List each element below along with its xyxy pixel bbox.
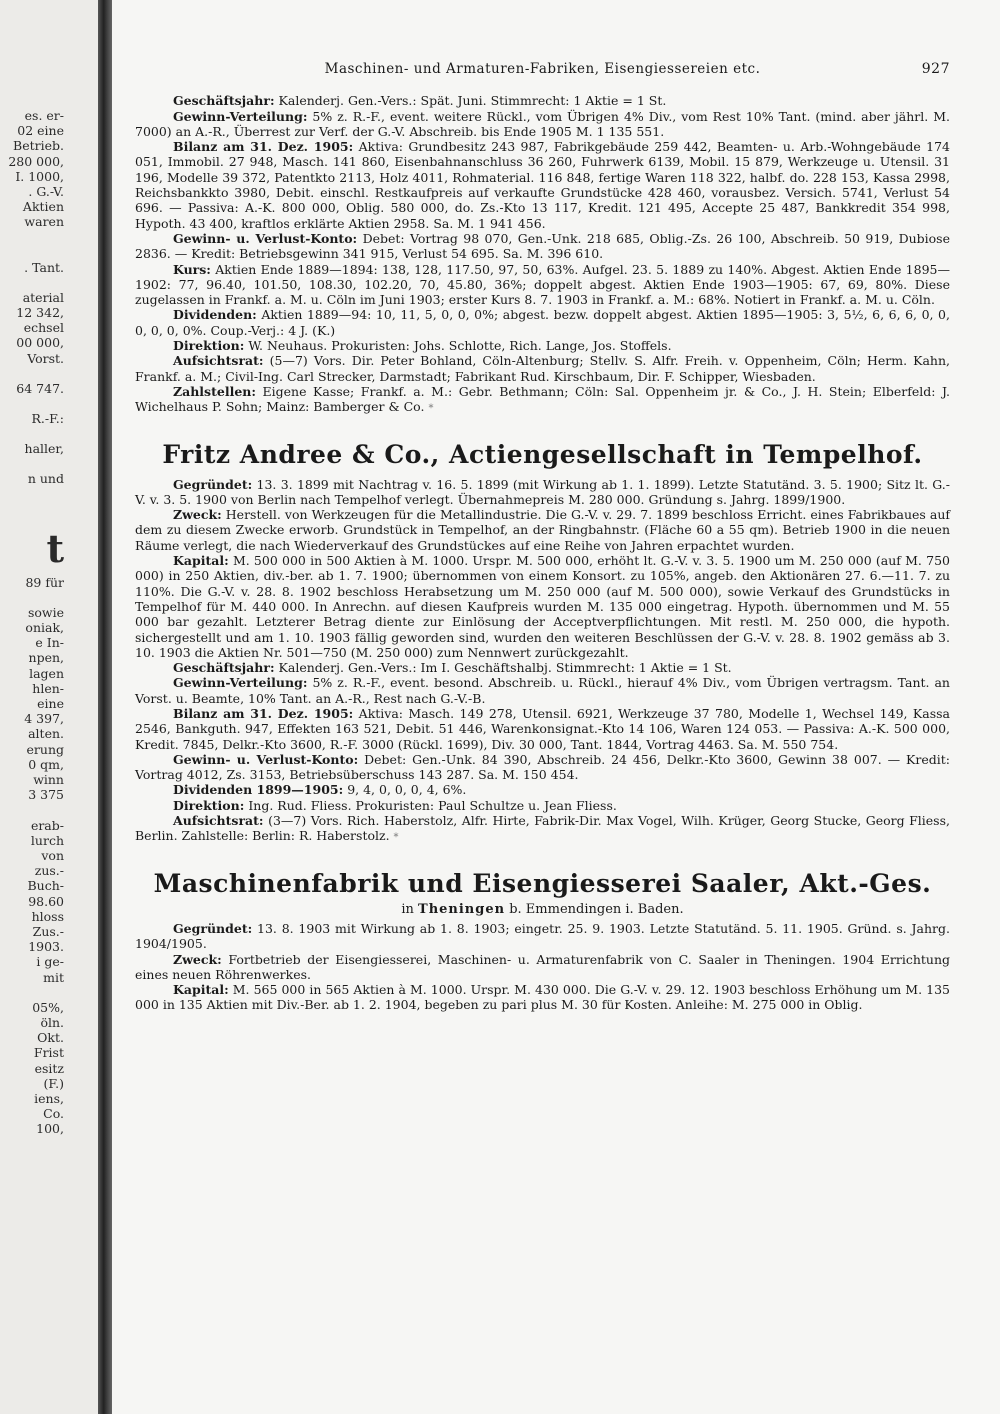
left-page-line: öln. bbox=[40, 1014, 64, 1030]
left-page-line: . G.-V. bbox=[28, 184, 64, 200]
company-title: Fritz Andree & Co., Actiengesellschaft in Tempelhof. bbox=[162, 439, 923, 469]
paragraph: Aufsichtsrat: (3—7) Vors. Rich. Haberstolz, Alfr. Hirte, Fabrik-Dir. Max Vogel, Wilh. Krüger, Georg Stucke, Georg Fliess, Berlin. Zahlstelle: Berlin: R. Haberstolz. * bbox=[135, 813, 950, 844]
left-page-line: n und bbox=[27, 471, 64, 487]
left-page-line: lurch bbox=[30, 832, 64, 848]
left-page-line: oniak, bbox=[25, 620, 64, 636]
left-page-line bbox=[0, 230, 64, 245]
paragraph: Gewinn- u. Verlust-Konto: Debet: Gen.-Unk. 84 390, Abschreib. 24 456, Delkr.-Kto 3600, Gewinn 38 007. — Kredit: Vortrag 4012, Zs. 3153, Betriebsüberschuss 143 287. Sa. M. 150 454. bbox=[135, 751, 950, 783]
left-page-line: echsel bbox=[23, 320, 64, 336]
paragraph: Gewinn-Verteilung: 5% z. R.-F., event. weitere Rückl., vom Übrigen 4% Div., vom Rest 10% Tant. (mind. aber jährl. M. 7000) an A.-R., Überrest zur Verf. der G.-V. Abschreib. bis Ende 1905 M. 1 135 551. bbox=[135, 108, 950, 139]
paragraph: Kurs: Aktien Ende 1889—1894: 138, 128, 117.50, 97, 50, 63%. Aufgel. 23. 5. 1889 zu 140%. Abgest. Aktien Ende 1895—1902: 77, 96.40, 101.50, 108.30, 102.20, 70, 45.80, 36%; doppelt abgest. Aktien Ende 1903—1905: 67, 69, 80%. Diese zugelassen in Frankf. a. M. u. Cöln im Juni 1903; erster Kurs 8. 7. 1903 in Frankf. a. M.: 68%. Notiert in Frankf. a. M. u. Cöln. bbox=[135, 261, 950, 308]
left-page-line: i ge- bbox=[36, 954, 64, 970]
page-number: 927 bbox=[921, 61, 950, 77]
left-page-fragment bbox=[0, 0, 104, 1414]
paragraph: Direktion: Ing. Rud. Fliess. Prokuristen: Paul Schultze u. Jean Fliess. bbox=[173, 797, 617, 813]
left-page-line: R.-F.: bbox=[31, 411, 64, 427]
left-page-line: 98.60 bbox=[28, 893, 64, 909]
left-page-line: alten. bbox=[28, 726, 64, 742]
left-page-line: 05%, bbox=[32, 999, 64, 1015]
left-page-line: Buch- bbox=[27, 878, 64, 894]
left-page-line bbox=[0, 245, 64, 260]
paragraph: Kapital: M. 500 000 in 500 Aktien à M. 1000. Urspr. M. 500 000, erhöht lt. G.-V. v. 3. 5. 1900 um M. 250 000 (auf M. 750 000) in 250 Aktien, div.-ber. ab 1. 7. 1900; übernommen von einem Konsort. zu 105%, angeb. den Aktionären 27. 6.—11. 7. zu 110%. Die G.-V. v. 28. 8. 1902 beschloss Herabsetzung um M. 250 000 (auf M. 500 000), sowie Verkauf des Grundstücks in Tempelhof für M. 440 000. In Anrechn. auf diesen Kaufpreis wurden M. 135 000 eingetrag. Hypoth. übernommen und M. 55 000 bar gezahlt. Letzterer Betrag diente zur Einlösung der Acceptverpflichtungen. Mit restl. M. 250 000, die hypoth. sichergestellt und am 1. 10. 1903 fällig geworden sind, wurden den weiteren Beschlüssen der G.-V. v. 28. 8. 1902 gemäss ab 3. 10. 1903 die Aktien Nr. 501—750 (M. 250 000) zum Nennwert zurückgezahlt. bbox=[135, 553, 950, 660]
paragraph: Gewinn- u. Verlust-Konto: Debet: Vortrag 98 070, Gen.-Unk. 218 685, Oblig.-Zs. 26 100, Abschreib. 50 919, Dubiose 2836. — Kredit: Betriebsgewinn 341 915, Verlust 54 695. Sa. M. 396 610. bbox=[135, 230, 950, 262]
paragraph: Gegründet: 13. 8. 1903 mit Wirkung ab 1. 8. 1903; eingetr. 25. 9. 1903. Letzte Statutänd. 5. 11. 1905. Gründ. s. Jahrg. 1904/1905. bbox=[135, 920, 950, 952]
left-page-line: erung bbox=[26, 741, 64, 757]
left-page-line bbox=[0, 396, 64, 411]
paragraph: Dividenden: Aktien 1889—94: 10, 11, 5, 0, 0, 0%; abgest. bezw. doppelt abgest. Aktien 1895—1905: 3, 5½, 6, 6, 6, 0, 0, 0, 0, 0, 0%. Coup.-Verj.: 4 J. (K.) bbox=[135, 307, 950, 338]
paragraph: Bilanz am 31. Dez. 1905: Aktiva: Masch. 149 278, Utensil. 6921, Werkzeuge 37 780, Modelle 1, Wechsel 149, Kassa 2546, Bankguth. 947, Effekten 163 521, Debit. 51 446, Warenkonsignat.-Kto 14 106, Waren 124 053. — Passiva: A.-K. 500 000, Kredit. 7845, Delkr.-Kto 3600, R.-F. 3000 (Rückl. 1699), Div. 30 000, Tant. 1844, Vortrag 4463. Sa. M. 550 754. bbox=[135, 705, 950, 752]
left-page-line bbox=[0, 590, 64, 605]
left-page-line: . Tant. bbox=[24, 259, 64, 275]
left-page-line: sowie bbox=[27, 604, 64, 620]
left-page-line: hlen- bbox=[32, 680, 64, 696]
paragraph: Zweck: Fortbetrieb der Eisengiesserei, Maschinen- u. Armaturenfabrik von C. Saaler in Theningen. 1904 Errichtung eines neuen Röhrenwerkes. bbox=[135, 951, 950, 982]
left-page-line: Co. bbox=[43, 1106, 64, 1122]
running-title: Maschinen- und Armaturen-Fabriken, Eisengiessereien etc. bbox=[324, 61, 761, 77]
paragraph: Bilanz am 31. Dez. 1905: Aktiva: Grundbesitz 243 987, Fabrikgebäude 259 442, Beamten- u. Arb.-Wohngebäude 174 051, Immobil. 27 948, Masch. 141 860, Eisenbahnanschluss 36 260, Fuhrwerk 6139, Mobil. 15 879, Werkzeuge u. Utensil. 31 196, Modelle 39 372, Patentkto 2113, Holz 4011, Rohmaterial. 116 848, fertige Waren 118 322, halbf. do. 228 153, Kassa 2998, Reichsbankkto 3980, Debit. einschl. Restkaufpreis auf verkaufte Grundstücke 428 460, vorausbez. Versich. 5741, Verlust 54 696. — Passiva: A.-K. 800 000, Oblig. 580 000, do. Zs.-Kto 13 117, Kredit. 121 495, Accepte 25 487, Bankkredit 354 998, Hypoth. 43 400, kraftlos erklärte Aktien 2958. Sa. M. 1 941 456. bbox=[135, 139, 950, 231]
left-page-line: 0 qm, bbox=[28, 756, 64, 772]
left-page-line: es. er- bbox=[24, 108, 64, 123]
left-page-line: 280 000, bbox=[8, 153, 64, 169]
left-page-line bbox=[0, 985, 64, 1000]
paragraph: Geschäftsjahr: Kalenderj. Gen.-Vers.: Im I. Geschäftshalbj. Stimmrecht: 1 Aktie = 1 St. bbox=[173, 660, 732, 676]
left-page-line bbox=[0, 366, 64, 381]
left-page-line: Frist bbox=[33, 1045, 64, 1061]
company-subtitle: in Theningen b. Emmendingen i. Baden. bbox=[401, 901, 684, 917]
left-page-line: I. 1000, bbox=[15, 168, 64, 184]
paragraph: Aufsichtsrat: (5—7) Vors. Dir. Peter Bohland, Cöln-Altenburg; Stellv. S. Alfr. Freih. v. Oppenheim, Cöln; Herm. Kahn, Frankf. a. M.; Civil-Ing. Carl Strecker, Darmstadt; Fabrikant Rud. Kirschbaum, Dir. F. Schipper, Wiesbaden. bbox=[135, 353, 950, 384]
company-title: Maschinenfabrik und Eisengiesserei Saaler, Akt.-Ges. bbox=[153, 868, 932, 898]
left-page-line: 00 000, bbox=[16, 335, 64, 351]
left-page-line: iens, bbox=[34, 1090, 64, 1106]
left-page-line bbox=[0, 456, 64, 471]
left-page-line: 02 eine bbox=[17, 123, 64, 139]
left-page-text bbox=[0, 108, 64, 1137]
left-page-line: von bbox=[41, 847, 64, 863]
left-page-line: Okt. bbox=[37, 1030, 64, 1046]
left-page-line: 64 747. bbox=[16, 380, 64, 396]
paragraph: Geschäftsjahr: Kalenderj. Gen.-Vers.: Spät. Juni. Stimmrecht: 1 Aktie = 1 St. bbox=[173, 93, 667, 109]
paragraph: Direktion: W. Neuhaus. Prokuristen: Johs. Schlotte, Rich. Lange, Jos. Stoffels. bbox=[173, 338, 672, 354]
left-page-line: Zus.- bbox=[32, 923, 64, 939]
running-header bbox=[135, 62, 950, 77]
section-continuation bbox=[135, 93, 950, 416]
right-page bbox=[112, 0, 1000, 1414]
left-page-line: 12 342, bbox=[16, 305, 64, 321]
left-page-line: aterial bbox=[22, 289, 64, 305]
paragraph: Gegründet: 13. 3. 1899 mit Nachtrag v. 16. 5. 1899 (mit Wirkung ab 1. 1. 1899). Letzte Statutänd. 3. 5. 1900; Sitz lt. G.-V. v. 3. 5. 1900 von Berlin nach Tempelhof verlegt. Übernahmepreis M. 280 000. Gründung s. Jahrg. 1899/1900. bbox=[135, 476, 950, 507]
left-page-line bbox=[0, 275, 64, 290]
left-page-line: Betrieb. bbox=[13, 138, 64, 154]
left-page-line bbox=[0, 426, 64, 441]
left-page-line: (F.) bbox=[43, 1075, 64, 1091]
left-page-line: eine bbox=[37, 696, 64, 712]
left-page-line: e In- bbox=[35, 635, 64, 651]
section-saaler bbox=[135, 868, 950, 1013]
left-page-line: zus.- bbox=[34, 863, 64, 879]
paragraph: Zahlstellen: Eigene Kasse; Frankf. a. M.: Gebr. Bethmann; Cöln: Sal. Oppenheim jr. & Co., J. H. Stein; Elberfeld: J. Wichelhaus P. Sohn; Mainz: Bamberger & Co. * bbox=[135, 383, 950, 415]
left-page-line: hloss bbox=[31, 908, 64, 924]
left-page-line: esitz bbox=[34, 1060, 64, 1076]
left-page-line bbox=[0, 803, 64, 818]
left-page-line: winn bbox=[33, 772, 64, 788]
left-page-line: erab- bbox=[30, 817, 64, 833]
left-page-line: haller, bbox=[24, 441, 64, 457]
left-page-line: 100, bbox=[36, 1121, 64, 1137]
left-page-line: Aktien bbox=[22, 199, 64, 215]
paragraph: Kapital: M. 565 000 in 565 Aktien à M. 1000. Urspr. M. 430 000. Die G.-V. v. 29. 12. 1903 beschloss Erhöhung um M. 135 000 in 135 Aktien mit Div.-Ber. ab 1. 2. 1904, begeben zu pari plus M. 30 für Kosten. Anleihe: M. 275 000 in Oblig. bbox=[135, 982, 950, 1013]
paragraph: Gewinn-Verteilung: 5% z. R.-F., event. besond. Abschreib. u. Rückl., hierauf 4% Div., vom Übrigen vertragsm. Tant. an Vorst. u. Beamte, 10% Tant. an A.-R., Rest nach G.-V.-B. bbox=[135, 675, 950, 706]
left-page-line: 1903. bbox=[28, 939, 64, 955]
left-page-line: npen, bbox=[28, 650, 64, 666]
left-page-line: Vorst. bbox=[27, 350, 64, 366]
left-page-line: 4 397, bbox=[24, 711, 64, 727]
left-page-line: lagen bbox=[29, 665, 64, 681]
section-fritz-andree bbox=[135, 439, 950, 846]
left-page-line: 89 für bbox=[25, 574, 64, 590]
left-page-line: mit bbox=[43, 969, 64, 985]
page-content bbox=[135, 62, 950, 1013]
left-page-big-letter: t bbox=[46, 525, 64, 571]
book-gutter bbox=[98, 0, 112, 1414]
left-page-line: 3 375 bbox=[28, 787, 64, 803]
paragraph: Zweck: Herstell. von Werkzeugen für die Metallindustrie. Die G.-V. v. 29. 7. 1899 beschloss Erricht. eines Fabrikbaues auf dem zu diesem Zwecke erworb. Grundstück in Tempelhof, an der Ringbahnstr. (Fläche 60 a 55 qm). Betrieb 1900 in die neuen Räume verlegt, die nach Wiederverkauf des Grundstückes auf eine Reihe von Jahren erpachtet wurden. bbox=[135, 507, 951, 553]
left-page-line: waren bbox=[24, 214, 64, 230]
paragraph: Dividenden 1899—1905: 9, 4, 0, 0, 0, 4, 6%. bbox=[173, 782, 467, 798]
